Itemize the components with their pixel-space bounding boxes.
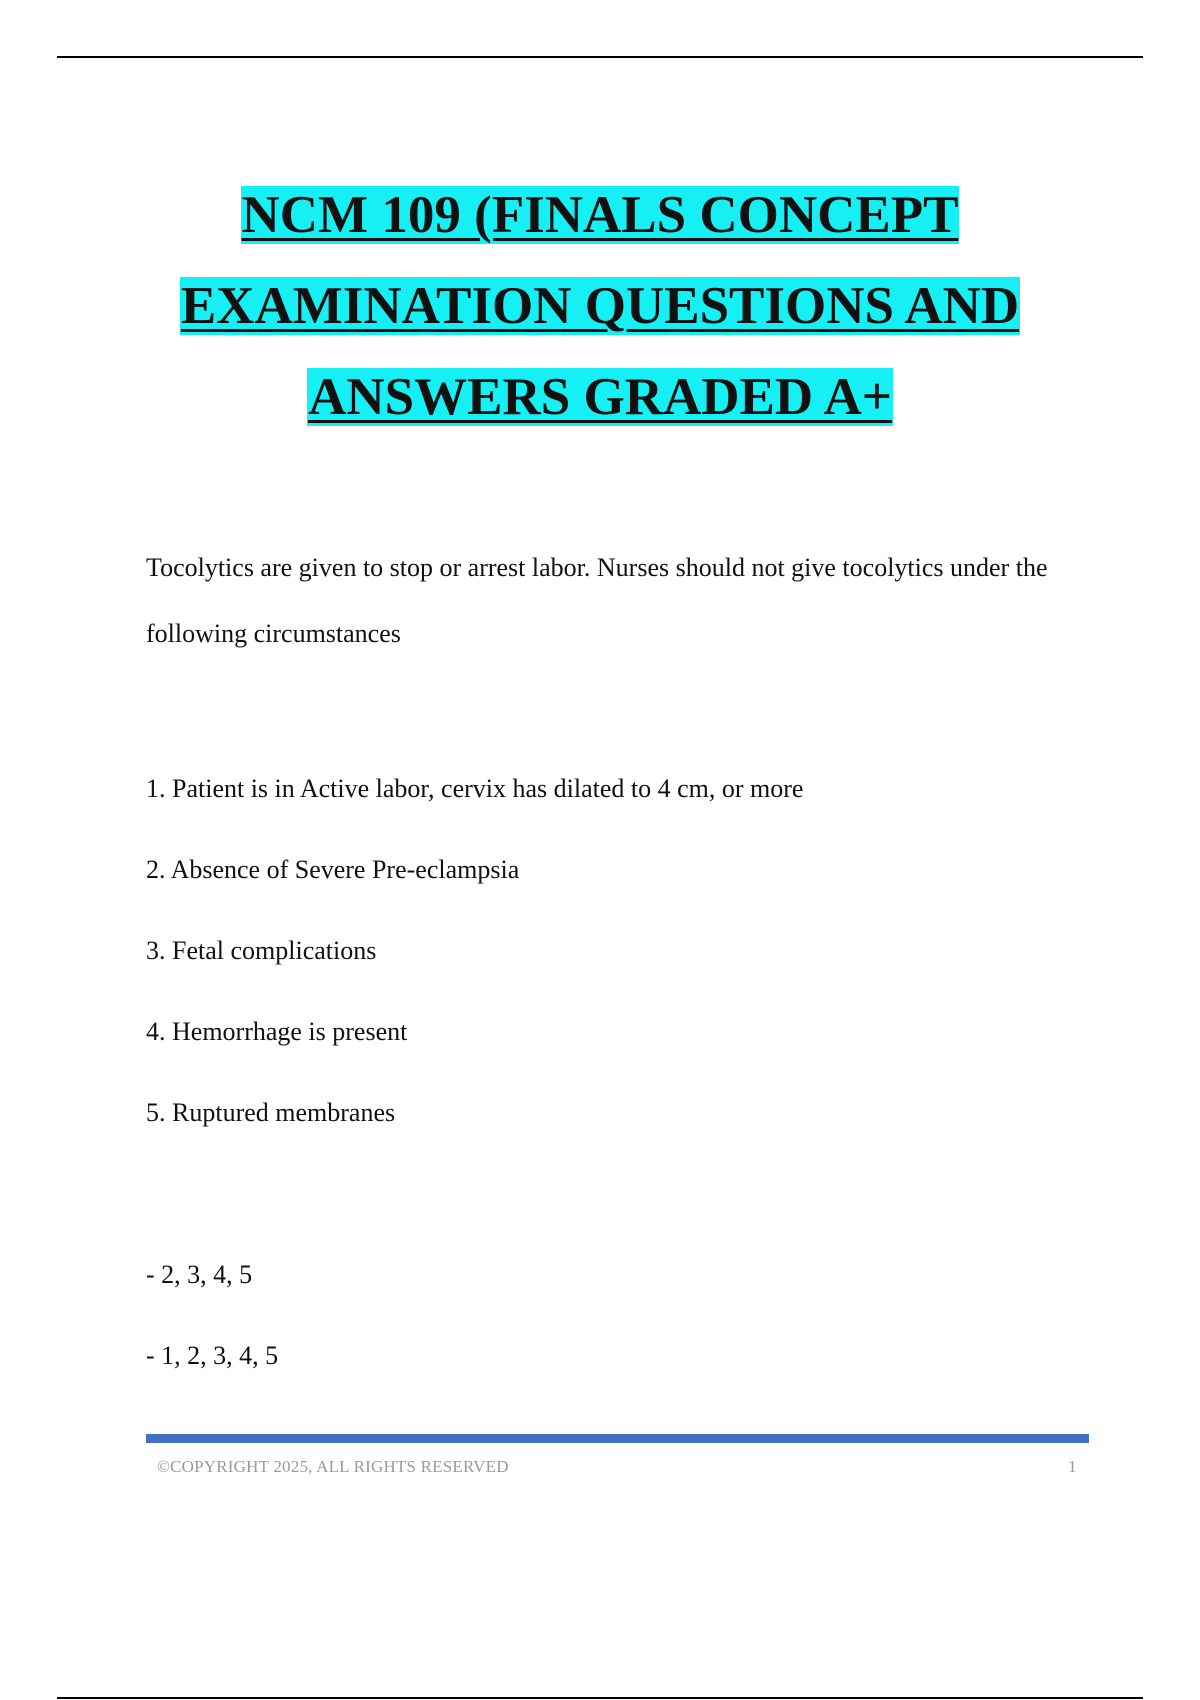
title-line-1: NCM 109 (FINALS CONCEPT <box>241 186 959 244</box>
title-line-2: EXAMINATION QUESTIONS AND <box>180 277 1020 335</box>
bottom-page-rule <box>57 1697 1143 1699</box>
option-item-1: 1. Patient is in Active labor, cervix has dilated to 4 cm, or more <box>146 774 804 803</box>
option-item-4: 4. Hemorrhage is present <box>146 1017 408 1046</box>
question-text: Tocolytics are given to stop or arrest labor. Nurses should not give tocolytics under the following circumstances <box>146 553 1048 648</box>
footer-divider-bar <box>146 1434 1089 1443</box>
option-item-5: 5. Ruptured membranes <box>146 1098 396 1127</box>
option-list <box>146 764 803 1169</box>
option-item-2: 2. Absence of Severe Pre-eclampsia <box>146 855 520 884</box>
answer-choice-1: - 2, 3, 4, 5 <box>146 1260 253 1289</box>
answer-choice-2: - 1, 2, 3, 4, 5 <box>146 1341 279 1370</box>
option-item-3: 3. Fetal complications <box>146 936 377 965</box>
document-title <box>0 170 1200 443</box>
page-number: 1 <box>1068 1457 1077 1476</box>
title-line-3: ANSWERS GRADED A+ <box>308 368 892 426</box>
top-page-rule <box>57 56 1143 58</box>
answer-list <box>146 1250 278 1412</box>
footer-copyright: ©COPYRIGHT 2025, ALL RIGHTS RESERVED <box>157 1457 509 1476</box>
